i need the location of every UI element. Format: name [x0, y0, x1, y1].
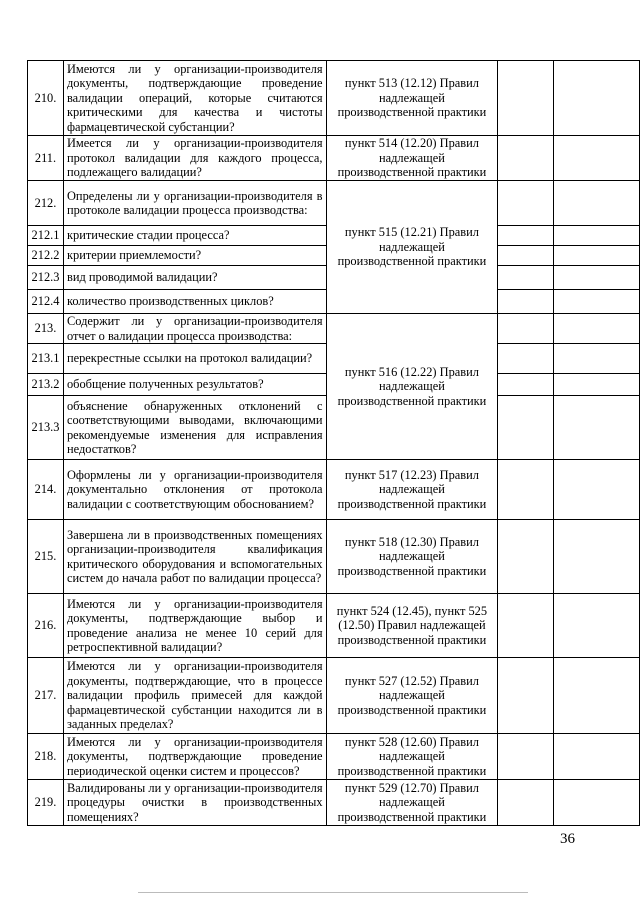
table-row [28, 734, 640, 780]
table-row [28, 460, 640, 520]
blank-cell [498, 290, 554, 314]
item-reference: пункт 518 (12.30) Правил надлежащей производственной практики [326, 520, 498, 594]
blank-cell [554, 396, 640, 460]
blank-cell [554, 658, 640, 734]
item-question: Имеются ли у организации-производителя документы, подтверждающие проведение периодической оценки систем и процессов? [63, 734, 326, 780]
item-question: количество производственных циклов? [63, 290, 326, 314]
blank-cell [498, 266, 554, 290]
item-number: 217. [28, 658, 64, 734]
item-number: 213.2 [28, 374, 64, 396]
blank-cell [554, 374, 640, 396]
blank-cell [498, 314, 554, 344]
blank-cell [498, 594, 554, 658]
item-reference: пункт 529 (12.70) Правил надлежащей производственной практики [326, 780, 498, 826]
item-number: 212. [28, 181, 64, 226]
item-number: 216. [28, 594, 64, 658]
blank-cell [498, 246, 554, 266]
blank-cell [498, 136, 554, 181]
blank-cell [554, 780, 640, 826]
blank-cell [498, 520, 554, 594]
table-row [28, 314, 640, 344]
table-row [28, 658, 640, 734]
blank-cell [554, 290, 640, 314]
blank-cell [554, 460, 640, 520]
blank-cell [554, 246, 640, 266]
blank-cell [498, 460, 554, 520]
table-row [28, 520, 640, 594]
item-reference: пункт 517 (12.23) Правил надлежащей производственной практики [326, 460, 498, 520]
blank-cell [554, 136, 640, 181]
blank-cell [498, 396, 554, 460]
item-reference: пункт 515 (12.21) Правил надлежащей производственной практики [326, 181, 498, 314]
item-number: 214. [28, 460, 64, 520]
item-question: перекрестные ссылки на протокол валидации? [63, 344, 326, 374]
item-question: Имеется ли у организации-производителя протокол валидации для каждого процесса, подлежащего валидации? [63, 136, 326, 181]
table-row [28, 780, 640, 826]
item-number: 212.2 [28, 246, 64, 266]
item-question: Имеются ли у организации-производителя документы, подтверждающие выбор и проведение анализа не менее 10 серий для ретроспективной валидации? [63, 594, 326, 658]
blank-cell [498, 780, 554, 826]
blank-cell [554, 266, 640, 290]
blank-cell [554, 61, 640, 136]
item-number: 215. [28, 520, 64, 594]
item-question: Определены ли у организации-производителя в протоколе валидации процесса производства: [63, 181, 326, 226]
item-question: Имеются ли у организации-производителя документы, подтверждающие, что в процессе валидации профиль примесей для каждой фармацевтической субстанции находится ли в заданных пределах? [63, 658, 326, 734]
table-row [28, 61, 640, 136]
blank-cell [498, 61, 554, 136]
page-number: 36 [560, 831, 575, 847]
blank-cell [498, 181, 554, 226]
blank-cell [498, 344, 554, 374]
blank-cell [554, 181, 640, 226]
item-question: вид проводимой валидации? [63, 266, 326, 290]
table-row [28, 594, 640, 658]
blank-cell [498, 226, 554, 246]
item-question: критические стадии процесса? [63, 226, 326, 246]
item-number: 212.4 [28, 290, 64, 314]
blank-cell [498, 374, 554, 396]
item-question: критерии приемлемости? [63, 246, 326, 266]
blank-cell [554, 594, 640, 658]
item-question: обобщение полученных результатов? [63, 374, 326, 396]
checklist-table [27, 60, 640, 826]
item-question: объяснение обнаруженных отклонений с соответствующими выводами, включающими рекомендуемые изменения для исправления недостатков? [63, 396, 326, 460]
item-number: 211. [28, 136, 64, 181]
item-question: Валидированы ли у организации-производителя процедуры очистки в производственных помещениях? [63, 780, 326, 826]
blank-cell [554, 314, 640, 344]
item-number: 212.3 [28, 266, 64, 290]
item-reference: пункт 513 (12.12) Правил надлежащей производственной практики [326, 61, 498, 136]
blank-cell [498, 658, 554, 734]
item-number: 210. [28, 61, 64, 136]
item-question: Содержит ли у организации-производителя отчет о валидации процесса производства: [63, 314, 326, 344]
item-question: Имеются ли у организации-производителя документы, подтверждающие проведение валидации операций, которые считаются критическими для качества и чистоты фармацевтической субстанции? [63, 61, 326, 136]
item-question: Завершена ли в производственных помещениях организации-производителя квалификация критического оборудования и вспомогательных систем до начала работ по валидации процесса? [63, 520, 326, 594]
item-number: 212.1 [28, 226, 64, 246]
item-reference: пункт 524 (12.45), пункт 525 (12.50) Правил надлежащей производственной практики [326, 594, 498, 658]
blank-cell [554, 520, 640, 594]
item-number: 213. [28, 314, 64, 344]
item-reference: пункт 516 (12.22) Правил надлежащей производственной практики [326, 314, 498, 460]
table-row [28, 136, 640, 181]
item-number: 218. [28, 734, 64, 780]
item-question: Оформлены ли у организации-производителя документально отклонения от протокола валидации с соответствующим обоснованием? [63, 460, 326, 520]
blank-cell [554, 226, 640, 246]
table-row [28, 181, 640, 226]
blank-cell [498, 734, 554, 780]
blank-cell [554, 344, 640, 374]
item-reference: пункт 528 (12.60) Правил надлежащей производственной практики [326, 734, 498, 780]
item-number: 213.1 [28, 344, 64, 374]
item-reference: пункт 514 (12.20) Правил надлежащей производственной практики [326, 136, 498, 181]
scan-edge-line [138, 892, 528, 893]
item-number: 213.3 [28, 396, 64, 460]
item-reference: пункт 527 (12.52) Правил надлежащей производственной практики [326, 658, 498, 734]
blank-cell [554, 734, 640, 780]
item-number: 219. [28, 780, 64, 826]
